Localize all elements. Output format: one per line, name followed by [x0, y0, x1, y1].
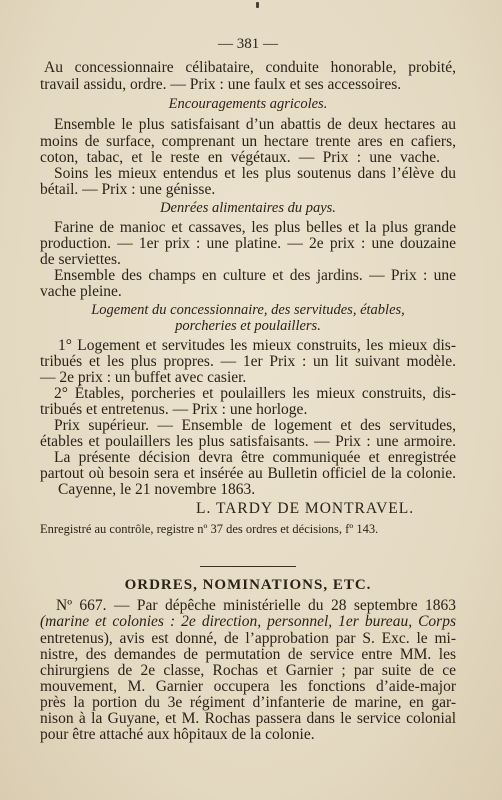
text-line: nistre, des demandes de permutation de service entre MM. les — [40, 646, 456, 663]
text-line: Soins les mieux entendus et les plus soutenus dans l’élève du — [54, 165, 456, 182]
page-number: — 381 — — [218, 36, 278, 52]
text-line: Nº 667. — Par dépêche ministérielle du 28 septembre 1863 — [56, 597, 456, 614]
text-line: pour être attaché aux hôpitaux de la colonie. — [40, 726, 315, 743]
text-line: étables et poulaillers les plus satisfaisants. — Prix : une armoire. — [40, 433, 456, 450]
text-line: moins de surface, comprenant un hectare trente ares en cafiers, — [40, 133, 456, 150]
text-line: — 2e prix : un buffet avec casier. — [40, 369, 247, 386]
text-line: tribués et entretenus. — Prix : une horloge. — [40, 401, 308, 418]
registration-note: Enregistré au contrôle, registre nº 37 des ordres et décisions, fº 143. — [40, 522, 379, 536]
text-line: 1° Logement et servitudes les mieux construits, les mieux dis- — [58, 337, 456, 354]
date-line: Cayenne, le 21 novembre 1863. — [58, 481, 256, 498]
text-line: tribués et les plus propres. — 1er Prix : un lit suivant modèle. — [40, 353, 456, 370]
text-line: coton, tabac, et le reste en végétaux. — Prix : une vache. — [40, 149, 440, 166]
section-heading: Denrées alimentaires du pays. — [160, 200, 336, 216]
text-line: Ensemble le plus satisfaisant d’un abattis de deux hectares au — [54, 116, 456, 133]
text-line: Au concessionnaire célibataire, conduite honorable, probité, — [44, 59, 456, 76]
section-heading: Logement du concessionnaire, des servitudes, étables, — [91, 302, 405, 318]
text-line: vache pleine. — [40, 283, 122, 300]
section-heading: porcheries et poulaillers. — [175, 318, 321, 334]
text-line: de serviettes. — [40, 251, 121, 268]
section-heading: Encouragements agricoles. — [168, 96, 328, 112]
text-line: Prix supérieur. — Ensemble de logement et des servitudes, — [54, 417, 456, 434]
text-line: 2° Étables, porcheries et poulaillers les mieux construits, dis- — [54, 385, 456, 402]
text-line: près la portion du 3e régiment d’infanterie de marine, en gar- — [40, 694, 456, 711]
text-line: production. — 1er prix : une platine. — 2e prix : une douzaine — [40, 235, 456, 252]
text-line: travail assidu, ordre. — Prix : une faulx et ses accessoires. — [40, 76, 402, 93]
text-line: partout où besoin sera et insérée au Bulletin officiel de la colonie. — [40, 465, 456, 482]
divider — [200, 566, 296, 567]
text-line: mouvement, M. Garnier occupera les fonctions d’aide-major — [40, 678, 456, 695]
ink-mark — [256, 2, 259, 8]
text-line: Ensemble des champs en culture et des jardins. — Prix : une — [54, 267, 456, 284]
text-line: La présente décision devra être communiquée et enregistrée — [54, 449, 456, 466]
text-line: bétail. — Prix : une génisse. — [40, 181, 216, 198]
text-line: entretenus), avis est donné, de l’approbation par S. Exc. le mi- — [40, 630, 456, 647]
text-line: nison à la Guyane, et M. Rochas passera dans le service colonial — [40, 710, 456, 727]
section-title: ORDRES, NOMINATIONS, ETC. — [124, 577, 372, 593]
text-line: Farine de manioc et cassaves, les plus belles et la plus grande — [54, 219, 456, 236]
text-line: (marine et colonies : 2e direction, personnel, 1er bureau, Corps — [40, 613, 456, 630]
signature: L. TARDY DE MONTRAVEL. — [196, 500, 415, 517]
text-line: chirurgiens de 2e classe, Rochas et Garnier ; par suite de ce — [40, 662, 456, 679]
